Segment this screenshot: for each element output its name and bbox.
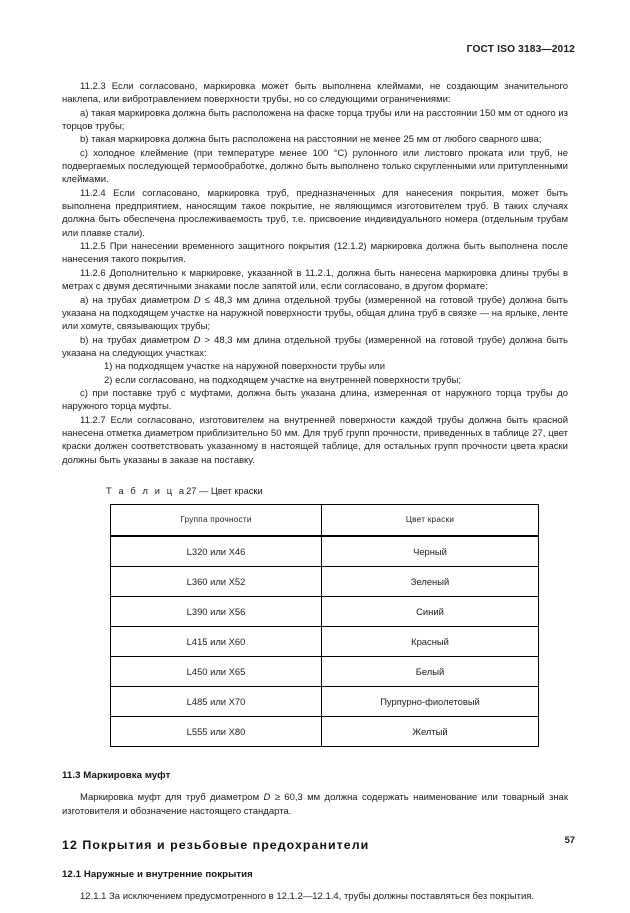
table-caption-label: Т а б л и ц а — [106, 485, 187, 496]
cell-paint-color: Красный — [322, 626, 539, 656]
paragraph-11-2-6-b-post: > 48,3 мм длина отдельной трубы (измеренной на готовой трубе) должна быть указана на следующих участках: — [62, 334, 568, 359]
table-27-body — [111, 536, 539, 747]
paragraph-11-2-3: 11.2.3 Если согласовано, маркировка может быть выполнена клеймами, не создающим значительного наклепа, или вибротравлением поверхности трубы, но со следующими ограничениями: — [62, 81, 568, 106]
table-caption-number: 27 — [186, 485, 197, 496]
cell-paint-color: Желтый — [322, 716, 539, 746]
paragraph-11-3-pre: Маркировка муфт для труб диаметром — [80, 792, 264, 804]
diameter-symbol: D — [193, 294, 201, 306]
cell-paint-color: Белый — [322, 656, 539, 686]
heading-12-1: 12.1 Наружные и внутренние покрытия — [62, 869, 253, 881]
spacer — [62, 818, 568, 837]
cell-strength-group: L450 или X65 — [111, 656, 322, 686]
table-27-caption — [62, 485, 568, 498]
paragraph-11-3-post: ≥ 60,3 мм должна содержать наименование или товарный знак изготовителя и обозначение настоящего стандарта. — [62, 792, 569, 817]
cell-paint-color: Синий — [322, 596, 539, 626]
column-header-strength-group: Группа прочности — [111, 504, 322, 536]
running-head: ГОСТ ISO 3183—2012 — [466, 44, 575, 55]
spacer — [62, 881, 568, 890]
cell-paint-color: Зеленый — [322, 566, 539, 596]
cell-strength-group: L390 или X56 — [111, 596, 322, 626]
paragraph-11-2-6-b-2: 2) если согласовано, на подходящем участке на внутренней поверхности трубы; — [104, 374, 462, 386]
column-header-paint-color: Цвет краски — [322, 504, 539, 536]
spacer — [62, 853, 568, 868]
paragraph-11-2-7: 11.2.7 Если согласовано, изготовителем на внутренней поверхности каждой трубы должна быть красной нанесена отметка диаметром приблизительно 50 мм. Для труб групп прочности, приведенных в таблице 27, цвет краски должен соответствовать указанному в настоящей таблице, для остальных групп прочности цвета краски должны быть указаны в заказе на поставку. — [62, 414, 568, 466]
cell-strength-group: L360 или X52 — [111, 566, 322, 596]
diameter-symbol: D — [263, 792, 271, 804]
paragraph-11-2-6-a — [62, 294, 568, 334]
heading-12: 12 Покрытия и резьбовые предохранители — [62, 838, 370, 853]
paragraph-11-2-6-b — [62, 334, 568, 361]
cell-paint-color: Пурпурно-фиолетовый — [322, 686, 539, 716]
paragraph-11-2-5: 11.2.5 При нанесении временного защитного покрытия (12.1.2) маркировка должна быть выполнена после нанесения такого покрытия. — [62, 241, 568, 266]
table-row — [111, 626, 539, 656]
table-row — [111, 596, 539, 626]
paragraph-11-2-6-c: c) при поставке труб с муфтами, должна быть указана длина, измеренная от наружного торца трубы до наружного торца муфты. — [62, 387, 568, 413]
paragraph-11-3-body — [62, 791, 568, 818]
paragraph-11-2-6-a-pre: a) на трубах диаметром — [80, 294, 194, 306]
table-row — [111, 686, 539, 716]
paragraph-11-2-6: 11.2.6 Дополнительно к маркировке, указанной в 11.2.1, должна быть нанесена маркировка длины трубы в метрах с двумя десятичными знаками после запятой или, если согласовано, в другом формате: — [62, 267, 568, 293]
table-caption-dash: — — [199, 485, 209, 496]
cell-strength-group: L320 или X46 — [111, 536, 322, 567]
table-header-row — [111, 504, 539, 536]
paragraph-11-2-6-b-pre: b) на трубах диаметром — [80, 334, 194, 346]
cell-strength-group: L485 или X70 — [111, 686, 322, 716]
paragraph-11-2-6-a-post: ≤ 48,3 мм длина отдельной трубы (измеренной на готовой трубе) должна быть указана на подходящем участке на наружной поверхности трубы, общая длина труб в связке — на ярлыке, ленте или хомуте, связывающих трубы; — [62, 294, 568, 333]
cell-paint-color: Черный — [322, 536, 539, 567]
table-27 — [110, 504, 539, 747]
spacer — [62, 747, 568, 769]
paragraph-11-2-3-c: c) холодное клеймение (при температуре менее 100 °С) рулонного или листовго проката или труб, не подвергаемых последующей термообработке, должно быть выполнено только скругленными или притупленными клеймами. — [62, 147, 568, 186]
table-row — [111, 536, 539, 567]
table-caption-title: Цвет краски — [210, 485, 263, 496]
table-row — [111, 566, 539, 596]
table-27-head — [111, 504, 539, 536]
heading-11-3: 11.3 Маркировка муфт — [62, 769, 171, 781]
diameter-symbol: D — [193, 334, 201, 346]
table-row — [111, 656, 539, 686]
cell-strength-group: L555 или X80 — [111, 716, 322, 746]
paragraph-11-2-4: 11.2.4 Если согласовано, маркировка труб, предназначенных для нанесения покрытия, может быть выполнена предприятием, наносящим такое покрытие, не являющимся изготовителем труб. В таких случаях должна быть обеспечена прослеживаемость труб, т.е. присвоение индивидуального номера (отдельным трубам или плавке стали). — [62, 187, 568, 239]
spacer — [62, 782, 568, 791]
paragraph-11-2-3-a: a) такая маркировка должна быть расположена на фаске торца трубы или на расстоянии 150 мм от одного из торцов трубы; — [62, 107, 568, 133]
cell-strength-group: L415 или X60 — [111, 626, 322, 656]
paragraph-12-1-1: 12.1.1 За исключением предусмотренного в 12.1.2—12.1.4, трубы должны поставляться без покрытия. — [80, 891, 535, 903]
page-content — [62, 80, 568, 904]
paragraph-11-2-3-b: b) такая маркировка должна быть расположена на расстоянии не менее 25 мм от любого сварного шва; — [80, 134, 542, 146]
paragraph-11-2-6-b-1: 1) на подходящем участке на наружной поверхности трубы или — [104, 361, 386, 373]
table-row — [111, 716, 539, 746]
page-number: 57 — [564, 834, 575, 845]
